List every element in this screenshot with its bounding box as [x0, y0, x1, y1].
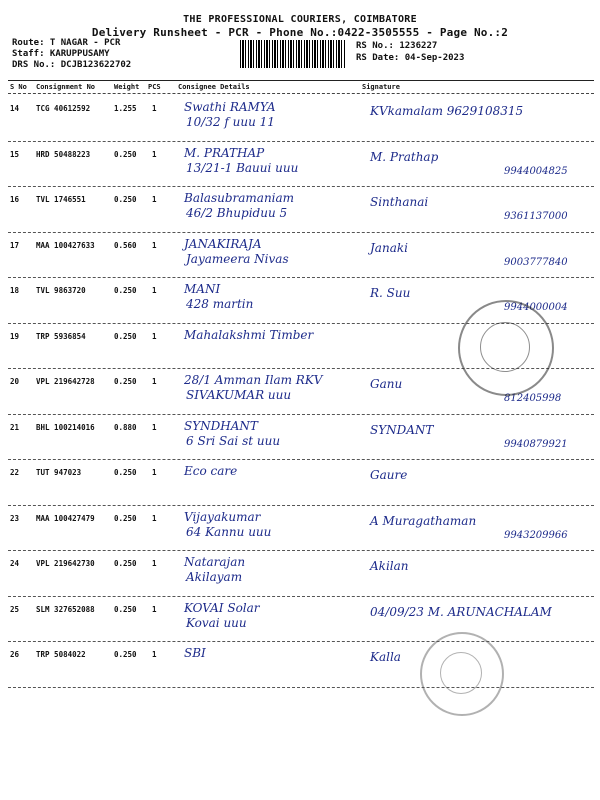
- consignee-handwriting: 64 Kannu uuu: [186, 524, 272, 539]
- row-consignment-no: TRP 5936854: [36, 331, 86, 341]
- row-consignment-no: TVL 9863720: [36, 286, 86, 295]
- table-row: [8, 233, 594, 279]
- consignee-handwriting: Eco care: [184, 464, 238, 478]
- row-consignment-no: TRP 5084022: [36, 650, 86, 659]
- row-pcs: 1: [152, 104, 157, 113]
- phone-handwriting: 9944000004: [504, 302, 568, 313]
- table-row: [8, 460, 594, 506]
- consignee-handwriting: 46/2 Bhupiduu 5: [186, 206, 288, 220]
- row-pcs: 1: [152, 513, 157, 523]
- row-weight: 0.250: [114, 604, 137, 614]
- page-title: THE PROFESSIONAL COURIERS, COIMBATORE: [183, 14, 417, 25]
- row-pcs: 1: [152, 195, 157, 204]
- consignee-handwriting: 428 martin: [186, 297, 254, 311]
- row-sno: 17: [10, 240, 20, 250]
- row-sno: 23: [10, 513, 20, 523]
- signature-handwriting: 04/09/23 M. ARUNACHALAM: [370, 604, 552, 619]
- row-weight: 0.250: [114, 377, 137, 386]
- signature-handwriting: Gaure: [370, 468, 408, 482]
- table-row: [8, 506, 594, 552]
- signature-handwriting: Kalla: [370, 650, 401, 664]
- consignee-handwriting: Balasubramaniam: [184, 191, 295, 205]
- header-left-info: [12, 38, 131, 71]
- row-sno: 19: [10, 331, 20, 341]
- consignee-handwriting: Kovai uuu: [186, 615, 247, 630]
- consignee-handwriting: Jayameera Nivas: [186, 251, 289, 266]
- row-pcs: 1: [152, 240, 157, 250]
- row-weight: 0.250: [114, 650, 137, 659]
- col-header-consignee: Consignee Details: [178, 83, 250, 91]
- row-pcs: 1: [152, 422, 157, 432]
- row-consignment-no: TCG 40612592: [36, 104, 91, 113]
- row-consignment-no: TUT 947023: [36, 468, 82, 477]
- consignee-handwriting: SIVAKUMAR uuu: [186, 388, 292, 402]
- phone-handwriting: 9940879921: [504, 438, 568, 450]
- consignee-handwriting: Swathi RAMYA: [184, 100, 276, 114]
- rs-date: RS Date: 04-Sep-2023: [356, 53, 465, 63]
- signature-handwriting: KVkamalam 9629108315: [370, 104, 524, 118]
- signature-handwriting: Sinthanai: [370, 195, 429, 209]
- col-header-consignment: Consignment No: [36, 83, 96, 91]
- row-sno: 14: [10, 104, 20, 113]
- barcode: [240, 40, 346, 68]
- consignee-handwriting: KOVAI Solar: [184, 600, 260, 615]
- header-right-info: [356, 40, 464, 64]
- phone-handwriting: 812405998: [504, 393, 562, 404]
- consignee-handwriting: Vijayakumar: [184, 509, 261, 524]
- consignee-handwriting: Natarajan: [184, 555, 246, 569]
- table-row: [8, 187, 594, 233]
- row-weight: 0.250: [114, 331, 137, 341]
- signature-handwriting: Ganu: [370, 377, 403, 391]
- row-consignment-no: MAA 100427479: [36, 513, 95, 523]
- row-sno: 26: [10, 650, 20, 659]
- phone-handwriting: 9003777840: [504, 256, 568, 268]
- row-sno: 21: [10, 422, 20, 432]
- row-pcs: 1: [152, 331, 157, 341]
- phone-handwriting: 9944004825: [504, 165, 568, 177]
- row-weight: 0.880: [114, 422, 137, 432]
- row-pcs: 1: [152, 286, 157, 295]
- divider: [8, 80, 594, 81]
- divider: [8, 93, 594, 94]
- signature-handwriting: Akilan: [370, 559, 409, 573]
- row-pcs: 1: [152, 468, 157, 477]
- row-consignment-no: VPL 219642730: [36, 559, 95, 568]
- row-consignment-no: TVL 1746551: [36, 195, 86, 204]
- consignee-handwriting: 10/32 f uuu 11: [186, 115, 275, 129]
- consignee-handwriting: 13/21-1 Bauui uuu: [186, 160, 299, 175]
- table-row: [8, 96, 594, 142]
- table-row: [8, 415, 594, 461]
- staff-label: Staff: KARUPPUSAMY: [12, 49, 110, 59]
- row-sno: 15: [10, 149, 20, 159]
- col-header-pcs: PCS: [148, 83, 161, 91]
- row-pcs: 1: [152, 377, 157, 386]
- page-subtitle: Delivery Runsheet - PCR - Phone No.:0422-3505555 - Page No.:2: [91, 26, 509, 39]
- row-weight: 0.250: [114, 195, 137, 204]
- route-label: Route: T NAGAR - PCR: [12, 38, 121, 48]
- row-consignment-no: VPL 219642728: [36, 377, 95, 386]
- row-sno: 20: [10, 377, 20, 386]
- row-pcs: 1: [152, 604, 157, 614]
- table-row: [8, 551, 594, 597]
- row-pcs: 1: [152, 559, 157, 568]
- table-row: [8, 597, 594, 643]
- consignee-handwriting: M. PRATHAP: [184, 145, 265, 160]
- row-sno: 16: [10, 195, 20, 204]
- row-consignment-no: HRD 50488223: [36, 149, 91, 159]
- phone-handwriting: 9361137000: [504, 211, 568, 222]
- table-row: [8, 142, 594, 188]
- row-weight: 0.250: [114, 149, 137, 159]
- row-sno: 24: [10, 559, 20, 568]
- row-weight: 0.250: [114, 559, 137, 568]
- signature-handwriting: SYNDANT: [370, 422, 434, 437]
- row-weight: 0.250: [114, 286, 137, 295]
- col-header-weight: Weight: [114, 83, 140, 91]
- row-consignment-no: SLM 327652088: [36, 604, 95, 614]
- signature-handwriting: M. Prathap: [370, 149, 439, 164]
- row-weight: 1.255: [114, 104, 137, 113]
- row-sno: 22: [10, 468, 20, 477]
- row-pcs: 1: [152, 149, 157, 159]
- signature-handwriting: A Muragathaman: [370, 513, 477, 528]
- consignee-handwriting: SBI: [184, 646, 206, 660]
- row-weight: 0.250: [114, 513, 137, 523]
- office-seal-stamp: [420, 632, 504, 716]
- consignee-handwriting: Mahalakshmi Timber: [184, 327, 314, 342]
- row-weight: 0.560: [114, 240, 137, 250]
- consignee-handwriting: Akilayam: [186, 570, 243, 584]
- rs-number: RS No.: 1236227: [356, 41, 438, 51]
- col-header-sno: S No: [10, 83, 27, 91]
- row-sno: 25: [10, 604, 20, 614]
- phone-handwriting: 9943209966: [504, 529, 568, 541]
- consignee-handwriting: MANI: [184, 282, 221, 296]
- company-seal-stamp: [458, 300, 554, 396]
- row-consignment-no: MAA 100427633: [36, 240, 95, 250]
- signature-handwriting: Janaki: [370, 240, 408, 255]
- row-consignment-no: BHL 100214016: [36, 422, 95, 432]
- signature-handwriting: R. Suu: [370, 286, 411, 300]
- consignee-handwriting: 6 Sri Sai st uuu: [186, 433, 281, 448]
- row-pcs: 1: [152, 650, 157, 659]
- row-sno: 18: [10, 286, 20, 295]
- col-header-signature: Signature: [362, 83, 400, 91]
- row-weight: 0.250: [114, 468, 137, 477]
- consignee-handwriting: 28/1 Amman Ilam RKV: [184, 373, 323, 387]
- consignee-handwriting: SYNDHANT: [184, 418, 258, 433]
- drs-label: DRS No.: DCJB123622702: [12, 60, 132, 70]
- consignee-handwriting: JANAKIRAJA: [184, 236, 262, 251]
- table-row: [8, 642, 594, 688]
